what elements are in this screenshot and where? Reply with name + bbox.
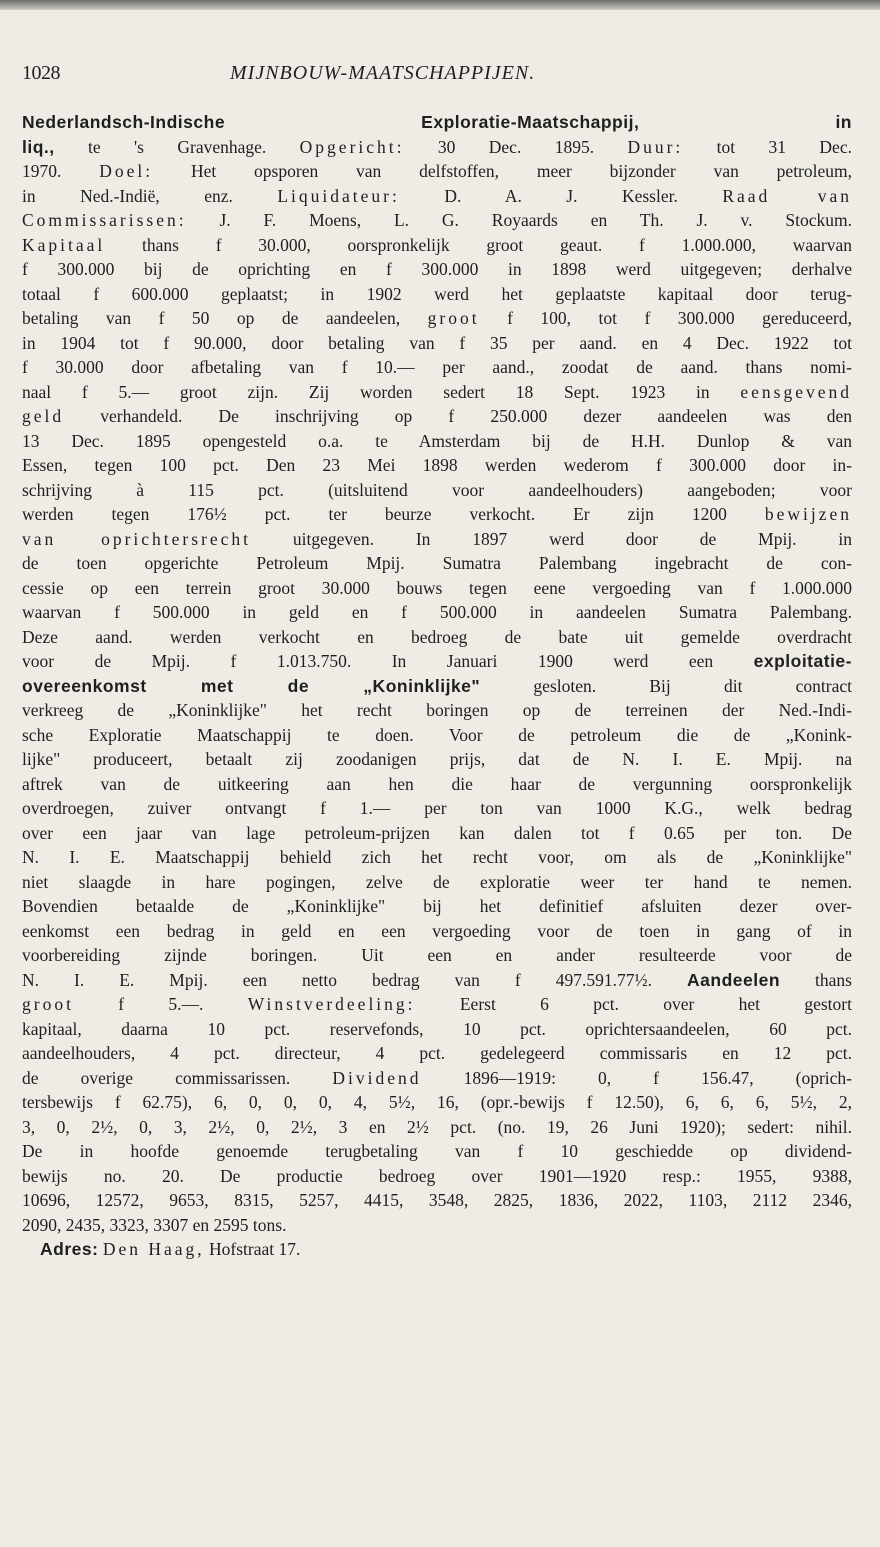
text-segment: Eerst 6 pct. over het gestort (415, 994, 852, 1014)
text-segment: 3, 0, 2½, 0, 3, 2½, 0, 2½, 3 en 2½ pct. (no. 19, 26 Juni 1920); sedert: nihil. (22, 1116, 852, 1137)
spaced-label-text: Den Haag, (102, 1239, 205, 1259)
text-segment: J. F. Moens, L. G. Royaards en Th. J. v. Stockum. (186, 210, 852, 230)
text-line (22, 331, 852, 356)
bold-heading-text: liq., (22, 136, 55, 157)
bold-heading-text: overeenkomst met de „Koninklijke" (22, 675, 481, 696)
text-segment: voor de Mpij. f 1.013.750. In Januari 1900 werd een (22, 651, 754, 671)
text-line (22, 1213, 852, 1238)
text-segment: betaling van f 50 op de aandeelen, (22, 308, 428, 328)
text-line (22, 1237, 852, 1262)
spaced-label-text: Opgericht: (299, 136, 405, 157)
text-line (22, 1041, 852, 1066)
text-segment: aandeelhouders, 4 pct. directeur, 4 pct. gedelegeerd commissaris en 12 pct. (22, 1043, 852, 1063)
text-segment: naal f 5.— groot zijn. Zij worden sedert 18 Sept. 1923 in (22, 381, 741, 402)
spaced-label-text: Duur: (627, 136, 684, 157)
text-line (22, 943, 852, 968)
bold-heading-text: exploitatie- (753, 651, 852, 671)
spaced-label-text: Dividend (332, 1067, 422, 1088)
text-segment: thans f 30.000, oorspronkelijk groot geaut. f 1.000.000, waarvan (105, 234, 852, 255)
text-segment: verkreeg de „Koninklijke" het recht boringen op de terreinen der Ned.-Indi- (22, 700, 852, 720)
text-line (22, 845, 852, 870)
bold-heading-text: Adres: (40, 1239, 99, 1259)
text-line (22, 257, 852, 282)
text-line (22, 502, 852, 527)
text-segment: werden tegen 176½ pct. ter beurze verkocht. Er zijn 1200 (22, 504, 765, 524)
text-segment: aftrek van de uitkeering aan hen die haar de vergunning oorspronkelijk (22, 773, 852, 794)
text-line (22, 380, 852, 405)
text-segment: f 300.000 bij de oprichting en f 300.000 in 1898 werd uitgegeven; derhalve (22, 259, 852, 279)
text-line (22, 453, 852, 478)
text-segment: in Ned.-Indië, enz. (22, 185, 278, 206)
text-segment: Essen, tegen 100 pct. Den 23 Mei 1898 werden wederom f 300.000 door in- (22, 455, 852, 475)
text-line (22, 429, 852, 454)
spaced-label-text: geld (22, 406, 65, 426)
text-segment: De in hoofde genoemde terugbetaling van f 10 geschiedde op dividend- (22, 1141, 852, 1161)
text-line (22, 282, 852, 307)
text-segment: N. I. E. Mpij. een netto bedrag van f 497.591.77½. (22, 969, 688, 990)
text-line (22, 1139, 852, 1164)
text-segment: Hofstraat 17. (204, 1239, 301, 1259)
text-segment: uitgegeven. In 1897 werd door de Mpij. in (251, 528, 852, 549)
text-segment: totaal f 600.000 geplaatst; in 1902 werd het geplaatste kapitaal door terug- (22, 283, 852, 304)
text-line (22, 551, 852, 576)
text-segment: overdroegen, zuiver ontvangt f 1.— per ton van 1000 K.G., welk bedrag (22, 798, 852, 818)
text-line (22, 600, 852, 625)
bold-heading-text: Aandeelen (687, 969, 781, 990)
spaced-label-text: Commissarissen: (22, 210, 187, 230)
text-segment: waarvan f 500.000 in geld en f 500.000 in aandeelen Sumatra Palembang. (22, 602, 852, 622)
spaced-label-text: Winstverdeeling: (247, 994, 416, 1014)
spaced-label-text: eensgevend (740, 381, 852, 402)
page-header (0, 58, 880, 88)
text-segment: te 's Gravenhage. (54, 136, 300, 157)
text-line (22, 796, 852, 821)
spaced-label-text: Kapitaal (22, 234, 106, 255)
spaced-label-text: Liquidateur: (277, 185, 400, 206)
text-line (22, 110, 852, 135)
text-segment: 30 Dec. 1895. (404, 136, 628, 157)
text-line (22, 404, 852, 429)
text-segment: sche Exploratie Maatschappij te doen. Voor de petroleum die de „Konink- (22, 724, 852, 745)
text-segment: 10696, 12572, 9653, 8315, 5257, 4415, 3548, 2825, 1836, 2022, 1103, 2112 2346, (22, 1190, 852, 1210)
text-segment: gesloten. Bij dit contract (480, 675, 852, 696)
text-line (22, 1188, 852, 1213)
text-segment: Bovendien betaalde de „Koninklijke" bij het definitief afsluiten dezer over- (22, 896, 852, 916)
page-top-edge (0, 0, 880, 10)
text-segment: 2090, 2435, 3323, 3307 en 2595 tons. (22, 1214, 287, 1235)
text-line (22, 159, 852, 184)
text-line (22, 649, 852, 674)
text-segment: Deze aand. werden verkocht en bedroeg de bate uit gemelde overdracht (22, 626, 852, 647)
text-line (22, 1090, 852, 1115)
text-segment: de toen opgerichte Petroleum Mpij. Sumatra Palembang ingebracht de con- (22, 553, 852, 573)
text-segment: 13 Dec. 1895 opengesteld o.a. te Amsterdam bij de H.H. Dunlop & van (22, 430, 852, 451)
text-segment: thans (780, 969, 852, 990)
text-line (22, 1164, 852, 1189)
text-line (22, 1115, 852, 1140)
text-line (22, 233, 852, 258)
text-line (22, 968, 852, 993)
spaced-label-text: groot (427, 308, 480, 328)
text-line (22, 698, 852, 723)
text-line (22, 894, 852, 919)
text-line (22, 1017, 852, 1042)
text-line (22, 821, 852, 846)
text-line (22, 208, 852, 233)
text-segment: de overige commissarissen. (22, 1067, 333, 1088)
text-segment: voorbereiding zijnde boringen. Uit een en ander resulteerde voor de (22, 945, 852, 965)
bold-heading-text: Nederlandsch-Indische Exploratie-Maatschappij, in (22, 112, 852, 132)
spaced-label-text: bewijzen (764, 504, 852, 524)
text-line (22, 625, 852, 650)
text-segment: f 100, tot f 300.000 gereduceerd, (479, 308, 852, 328)
text-segment: eenkomst een bedrag in geld en een vergoeding voor de toen in gang of in (22, 920, 852, 941)
spaced-label-text: van oprichtersrecht (22, 528, 252, 549)
text-line (22, 135, 852, 160)
text-segment: in 1904 tot f 90.000, door betaling van f 35 per aand. en 4 Dec. 1922 tot (22, 332, 852, 353)
text-segment: 1896—1919: 0, f 156.47, (oprich- (421, 1067, 852, 1088)
text-segment: bewijs no. 20. De productie bedroeg over 1901—1920 resp.: 1955, 9388, (22, 1165, 852, 1186)
text-segment: 1970. (22, 161, 100, 181)
text-line (22, 306, 852, 331)
text-segment: f 30.000 door afbetaling van f 10.— per aand., zoodat de aand. thans nomi- (22, 357, 852, 377)
company-entry (22, 110, 852, 1262)
text-segment: verhandeld. De inschrijving op f 250.000 dezer aandeelen was den (64, 406, 852, 426)
text-segment: kapitaal, daarna 10 pct. reservefonds, 10 pct. oprichtersaandeelen, 60 pct. (22, 1018, 852, 1039)
text-segment: f 5.—. (73, 994, 248, 1014)
text-line (22, 355, 852, 380)
text-segment: N. I. E. Maatschappij behield zich het recht voor, om als de „Koninklijke" (22, 847, 852, 867)
text-line (22, 747, 852, 772)
spaced-label-text: Doel: (99, 161, 154, 181)
text-segment: cessie op een terrein groot 30.000 bouws tegen eene vergoeding van f 1.000.000 (22, 577, 852, 598)
text-line (22, 1066, 852, 1091)
text-line (22, 576, 852, 601)
text-line (22, 772, 852, 797)
text-line (22, 919, 852, 944)
text-segment: lijke" produceert, betaalt zij zoodanigen prijs, dat de N. I. E. Mpij. na (22, 749, 852, 769)
text-line (22, 184, 852, 209)
text-line (22, 674, 852, 699)
spaced-label-text: groot (22, 994, 74, 1014)
text-line (22, 478, 852, 503)
text-segment: over een jaar van lage petroleum-prijzen kan dalen tot f 0.65 per ton. De (22, 822, 852, 843)
text-line (22, 527, 852, 552)
text-segment: D. A. J. Kessler. (399, 185, 723, 206)
text-line (22, 992, 852, 1017)
spaced-label-text: Raad van (722, 185, 852, 206)
text-segment: niet slaagde in hare pogingen, zelve de exploratie weer ter hand te nemen. (22, 871, 852, 892)
text-line (22, 723, 852, 748)
text-segment: tersbewijs f 62.75), 6, 0, 0, 0, 4, 5½, 16, (opr.-bewijs f 12.50), 6, 6, 6, 5½, 2, (22, 1092, 852, 1112)
page-number: 1028 (22, 62, 60, 84)
text-segment: tot 31 Dec. (683, 136, 852, 157)
text-line (22, 870, 852, 895)
text-segment: Het opsporen van delfstoffen, meer bijzonder van petroleum, (153, 161, 852, 181)
text-segment: schrijving à 115 pct. (uitsluitend voor aandeelhouders) aangeboden; voor (22, 479, 852, 500)
running-title: MIJNBOUW-MAATSCHAPPIJEN. (230, 62, 536, 84)
